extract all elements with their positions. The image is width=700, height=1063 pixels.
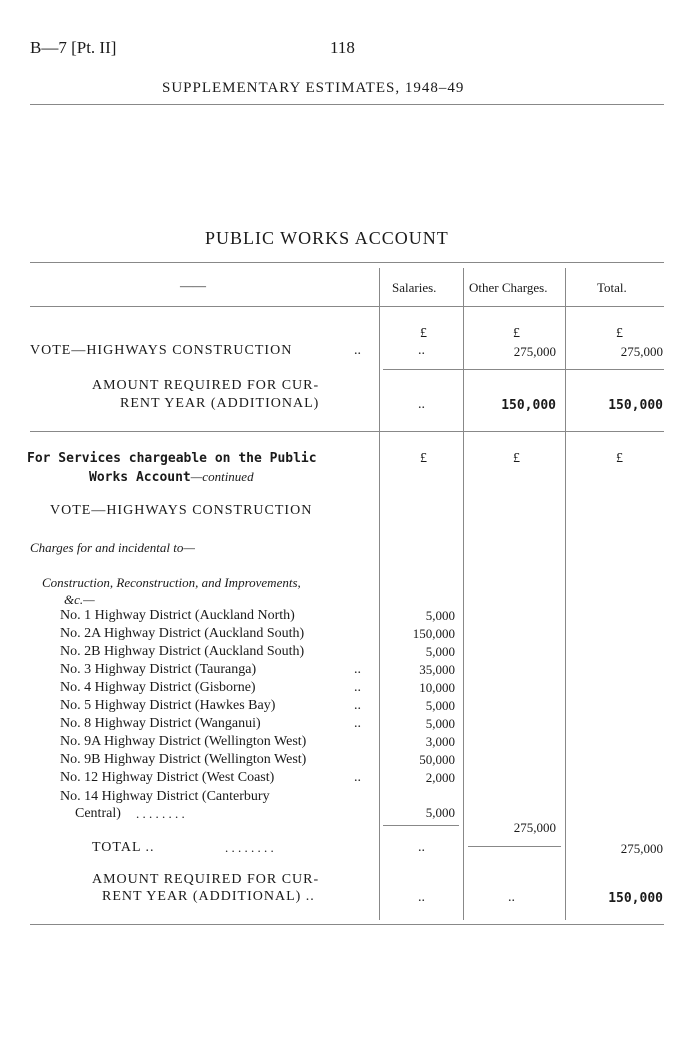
header-rule (30, 104, 664, 105)
currency-sign: £ (420, 451, 427, 466)
item-amount: 35,000 (419, 662, 455, 677)
item-amount: 3,000 (425, 734, 455, 749)
item-amount: 50,000 (419, 752, 455, 767)
last-item-amount: 5,000 (425, 805, 455, 820)
account-title: PUBLIC WORKS ACCOUNT (205, 228, 449, 248)
item-label: No. 2A Highway District (Auckland South) (60, 626, 305, 641)
table-bottom-rule (30, 924, 664, 925)
summary-rule (383, 369, 664, 370)
summary-vote-label: VOTE—HIGHWAYS CONSTRUCTION (30, 343, 293, 358)
list-item (60, 662, 460, 680)
list-item (60, 608, 460, 626)
column-header-other-charges: Other Charges. (469, 280, 548, 295)
subtotal-rule (383, 825, 459, 826)
column-rule-salaries (379, 268, 380, 920)
leader-dots: . . . . . . . . (136, 806, 185, 821)
detail-vote-label: VOTE—HIGHWAYS CONSTRUCTION (50, 503, 313, 518)
detail-heading-line2 (89, 469, 254, 485)
currency-sign: £ (420, 326, 427, 341)
item-label: No. 9A Highway District (Wellington West) (60, 734, 307, 749)
total-label: TOTAL .. (92, 840, 155, 855)
list-item (60, 734, 460, 752)
list-item (60, 626, 460, 644)
summary-vote-total: 275,000 (620, 344, 663, 359)
total-salaries: .. (418, 840, 425, 855)
item-amount: 5,000 (425, 716, 455, 731)
table-header-rule (30, 306, 664, 307)
summary-amount-other: 150,000 (501, 398, 556, 413)
column-rule-other (463, 268, 464, 920)
running-title: SUPPLEMENTARY ESTIMATES, 1948–49 (162, 80, 465, 96)
list-item (60, 770, 460, 788)
total-rule (468, 846, 561, 847)
item-label: No. 4 Highway District (Gisborne) (60, 680, 256, 695)
summary-vote-other: 275,000 (513, 344, 556, 359)
last-item-line1: No. 14 Highway District (Canterbury (60, 789, 270, 804)
column-rule-total (565, 268, 566, 920)
item-amount: 5,000 (425, 608, 455, 623)
section-rule (30, 431, 664, 432)
column-header-total: Total. (597, 280, 627, 295)
currency-sign: £ (513, 451, 520, 466)
item-amount: 5,000 (425, 644, 455, 659)
item-label: No. 8 Highway District (Wanganui) (60, 716, 261, 731)
currency-sign: £ (616, 451, 623, 466)
leader-dots: . . . . . . . . (225, 840, 274, 855)
detail-heading-account: Works Account (89, 470, 191, 485)
detail-heading-continued: —continued (190, 469, 254, 484)
detail-amount-total: 150,000 (608, 891, 663, 906)
summary-amount-label-line2: RENT YEAR (ADDITIONAL) (120, 396, 320, 411)
detail-amount-label-line2: RENT YEAR (ADDITIONAL) .. (102, 889, 315, 904)
summary-vote-salaries: .. (418, 343, 425, 358)
currency-sign: £ (513, 326, 520, 341)
list-item (60, 680, 460, 698)
leader-dots: .. (354, 662, 361, 677)
item-label: No. 3 Highway District (Tauranga) (60, 662, 257, 677)
leader-dots: .. (354, 343, 361, 358)
item-label: No. 1 Highway District (Auckland North) (60, 608, 295, 623)
last-item-line2: Central) (75, 806, 121, 821)
leader-dots: .. (354, 770, 361, 785)
item-label: No. 5 Highway District (Hawkes Bay) (60, 698, 276, 713)
item-list (60, 608, 460, 788)
list-item (60, 716, 460, 734)
item-label: No. 2B Highway District (Auckland South) (60, 644, 305, 659)
detail-amount-salaries: .. (418, 890, 425, 905)
list-item (60, 644, 460, 662)
subtotal-other: 275,000 (513, 820, 556, 835)
currency-sign: £ (616, 326, 623, 341)
item-amount: 5,000 (425, 698, 455, 713)
total-total: 275,000 (620, 841, 663, 856)
detail-heading-line1: For Services chargeable on the Public (27, 451, 317, 466)
item-amount: 10,000 (419, 680, 455, 695)
summary-amount-salaries: .. (418, 397, 425, 412)
column-header-salaries: Salaries. (392, 280, 437, 295)
subhead-line1: Construction, Reconstruction, and Improvements, (42, 575, 301, 590)
list-item (60, 752, 460, 770)
report-reference: B—7 [Pt. II] (30, 38, 117, 57)
subhead-line2: &c.— (64, 592, 95, 607)
detail-amount-other: .. (508, 890, 515, 905)
item-label: No. 12 Highway District (West Coast) (60, 770, 275, 785)
column-header-description: —— (180, 278, 206, 293)
leader-dots: .. (354, 698, 361, 713)
charges-label: Charges for and incidental to— (30, 540, 195, 555)
detail-amount-label-line1: AMOUNT REQUIRED FOR CUR- (92, 872, 320, 887)
list-item (60, 698, 460, 716)
page-number: 118 (330, 38, 355, 57)
item-label: No. 9B Highway District (Wellington West) (60, 752, 307, 767)
summary-amount-label-line1: AMOUNT REQUIRED FOR CUR- (92, 378, 320, 393)
item-amount: 150,000 (412, 626, 455, 641)
leader-dots: .. (354, 716, 361, 731)
summary-amount-total: 150,000 (608, 398, 663, 413)
leader-dots: .. (354, 680, 361, 695)
item-amount: 2,000 (425, 770, 455, 785)
table-top-rule (30, 262, 664, 263)
